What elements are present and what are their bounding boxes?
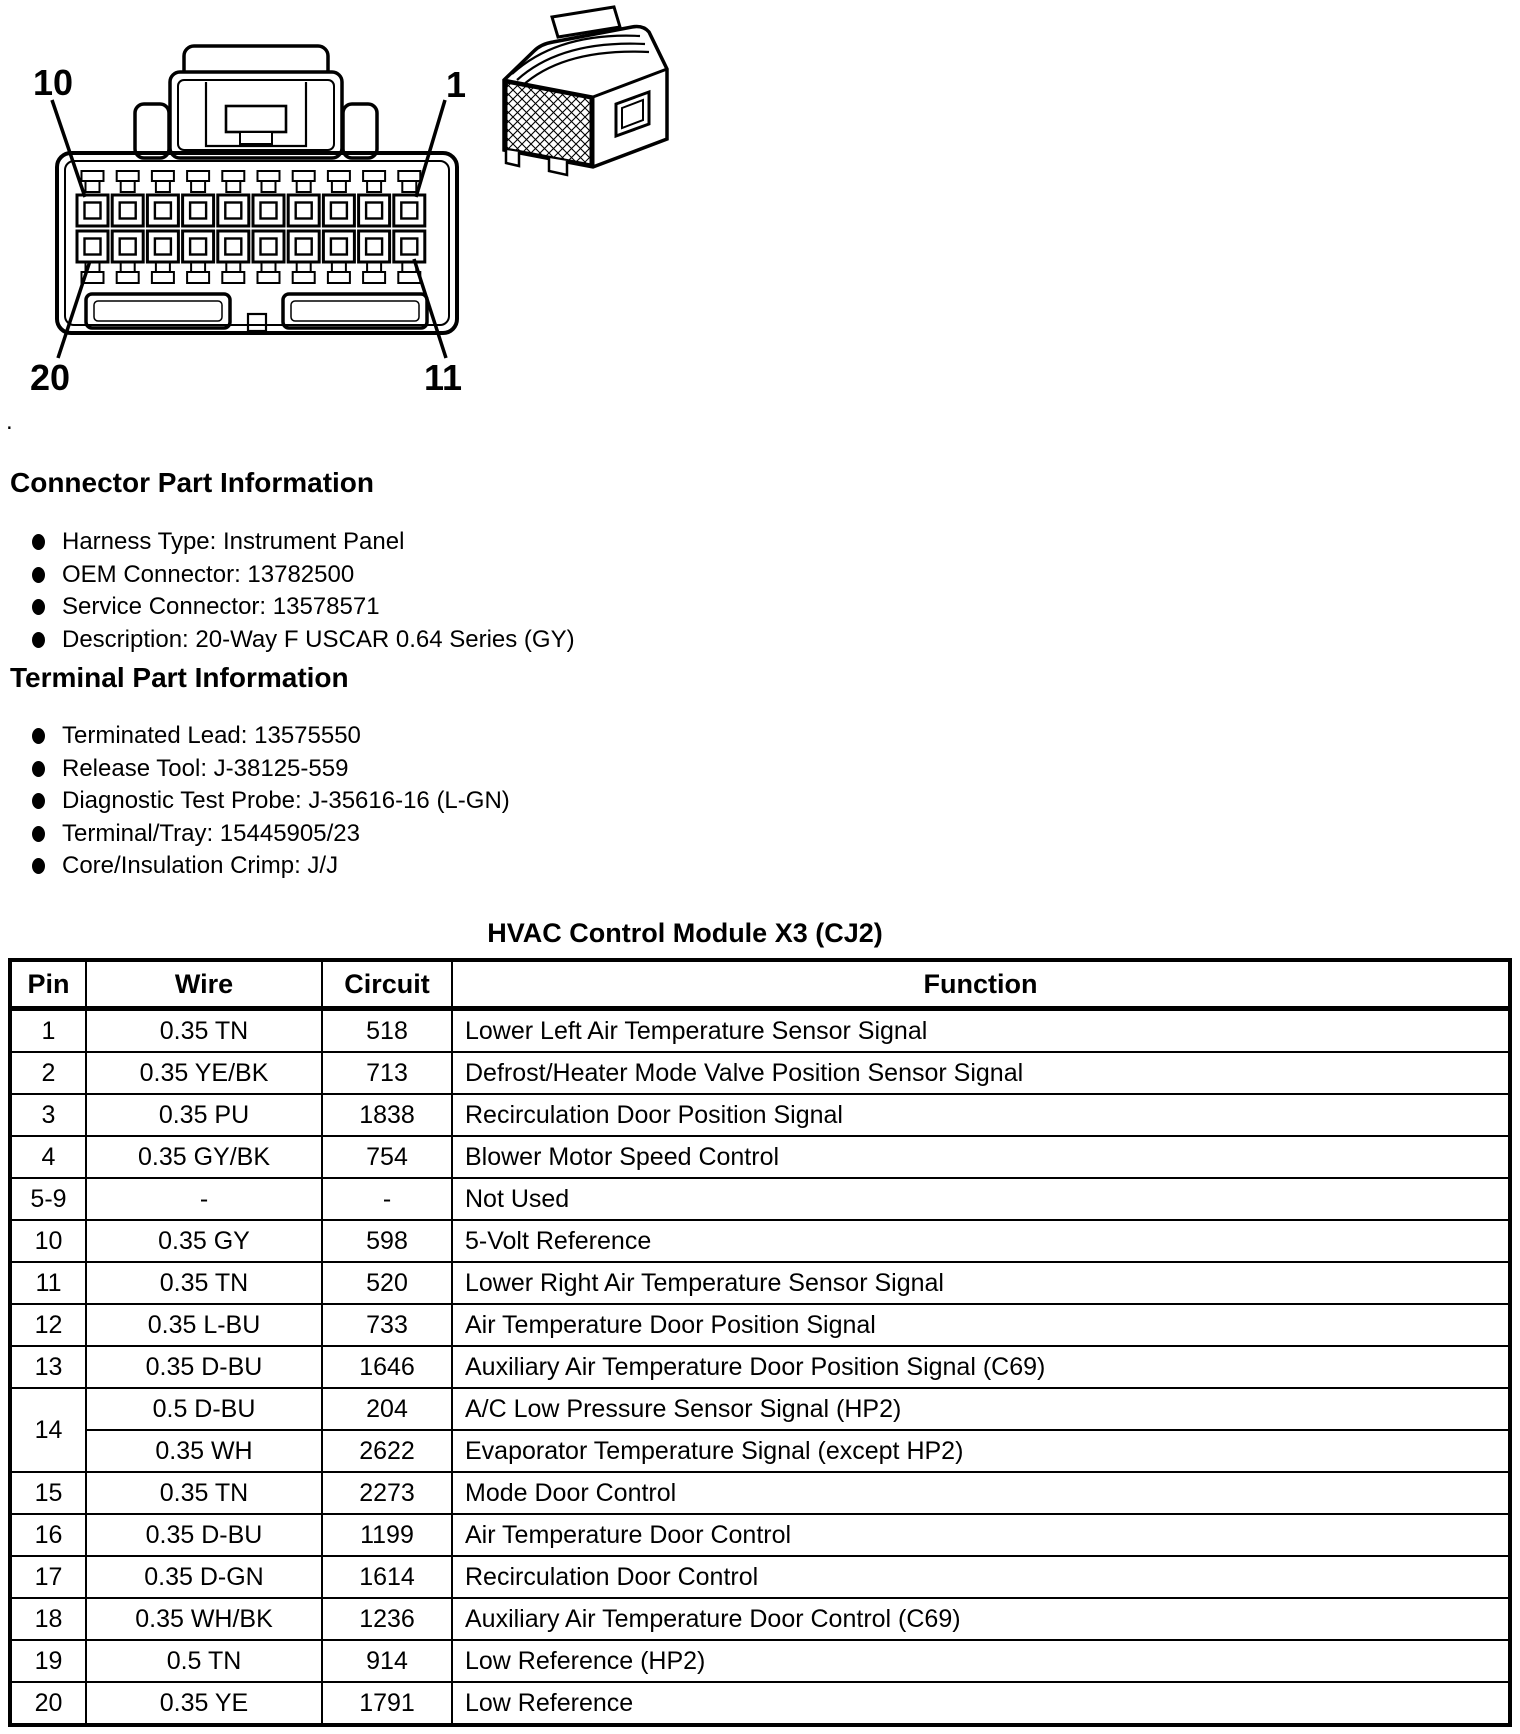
function-cell: Recirculation Door Control xyxy=(452,1556,1510,1598)
list-item xyxy=(0,753,510,786)
list-item xyxy=(0,785,510,818)
list-item-text: Terminated Lead: 13575550 xyxy=(62,722,361,749)
function-header: Function xyxy=(452,960,1510,1009)
list-item xyxy=(0,624,575,657)
wire-cell: 0.35 WH/BK xyxy=(86,1598,322,1640)
circuit-cell: 2273 xyxy=(322,1472,452,1514)
bullet-icon xyxy=(32,858,45,874)
pin-cell: 18 xyxy=(10,1598,86,1640)
pin-cell: 19 xyxy=(10,1640,86,1682)
circuit-cell: 914 xyxy=(322,1640,452,1682)
circuit-cell: 733 xyxy=(322,1304,452,1346)
table-header-row xyxy=(10,960,1510,1009)
function-cell: Not Used xyxy=(452,1178,1510,1220)
function-cell: Evaporator Temperature Signal (except HP2) xyxy=(452,1430,1510,1472)
table-row xyxy=(10,1598,1510,1640)
cavity-grid xyxy=(77,171,425,283)
pin-cell: 4 xyxy=(10,1136,86,1178)
function-cell: Recirculation Door Position Signal xyxy=(452,1094,1510,1136)
pin-header: Pin xyxy=(10,960,86,1009)
wire-cell: 0.35 TN xyxy=(86,1472,322,1514)
table-row xyxy=(10,1094,1510,1136)
list-item-text: Service Connector: 13578571 xyxy=(62,593,380,620)
wire-cell: 0.35 D-GN xyxy=(86,1556,322,1598)
terminal-part-info-heading: Terminal Part Information xyxy=(10,662,349,693)
circuit-cell: 713 xyxy=(322,1052,452,1094)
function-cell: Blower Motor Speed Control xyxy=(452,1136,1510,1178)
pin-label-bottom-right: 11 xyxy=(424,357,463,398)
circuit-cell: 754 xyxy=(322,1136,452,1178)
circuit-cell: 204 xyxy=(322,1388,452,1430)
function-cell: Mode Door Control xyxy=(452,1472,1510,1514)
list-item-text: Release Tool: J-38125-559 xyxy=(62,754,349,782)
list-item-text: Core/Insulation Crimp: J/J xyxy=(62,852,339,879)
bullet-icon xyxy=(32,567,45,583)
list-item-text: Description: 20-Way F USCAR 0.64 Series (GY) xyxy=(62,625,575,653)
list-item xyxy=(0,818,510,851)
list-item xyxy=(0,850,510,883)
pin-cell: 10 xyxy=(10,1220,86,1262)
circuit-cell: 1791 xyxy=(322,1682,452,1725)
circuit-cell: 2622 xyxy=(322,1430,452,1472)
wire-cell: 0.35 GY/BK xyxy=(86,1136,322,1178)
wire-cell: 0.35 TN xyxy=(86,1009,322,1053)
circuit-cell: 1838 xyxy=(322,1094,452,1136)
pin-cell: 1 xyxy=(10,1009,86,1053)
pin-cell: 17 xyxy=(10,1556,86,1598)
wire-cell: 0.35 GY xyxy=(86,1220,322,1262)
function-cell: Low Reference xyxy=(452,1682,1510,1725)
bullet-icon xyxy=(32,534,45,550)
table-row xyxy=(10,1388,1510,1430)
bullet-icon xyxy=(32,728,45,744)
list-item-text: Terminal/Tray: 15445905/23 xyxy=(62,819,360,847)
wire-header: Wire xyxy=(86,960,322,1009)
circuit-cell: 598 xyxy=(322,1220,452,1262)
pinout-table xyxy=(8,958,1512,1727)
circuit-cell: 1199 xyxy=(322,1514,452,1556)
table-row xyxy=(10,1682,1510,1725)
connector-part-info-list xyxy=(0,526,575,656)
circuit-cell: 1236 xyxy=(322,1598,452,1640)
bullet-icon xyxy=(32,599,45,615)
stray-period: . xyxy=(6,408,13,435)
table-row xyxy=(10,1262,1510,1304)
leader-line-pin1 xyxy=(416,100,445,197)
pin-cell: 13 xyxy=(10,1346,86,1388)
table-row xyxy=(10,1640,1510,1682)
connector-diagram xyxy=(0,0,700,410)
bullet-icon xyxy=(32,761,45,777)
function-cell: A/C Low Pressure Sensor Signal (HP2) xyxy=(452,1388,1510,1430)
circuit-header: Circuit xyxy=(322,960,452,1009)
connector-front-view xyxy=(52,46,457,358)
list-item xyxy=(0,559,575,592)
wire-cell: 0.35 PU xyxy=(86,1094,322,1136)
pin-cell: 20 xyxy=(10,1682,86,1725)
table-row xyxy=(10,1178,1510,1220)
wire-cell: 0.5 D-BU xyxy=(86,1388,322,1430)
function-cell: Auxiliary Air Temperature Door Position Signal (C69) xyxy=(452,1346,1510,1388)
wire-cell: 0.35 WH xyxy=(86,1430,322,1472)
table-row xyxy=(10,1472,1510,1514)
bullet-icon xyxy=(32,793,45,809)
table-row xyxy=(10,1009,1510,1053)
pin-cell: 15 xyxy=(10,1472,86,1514)
bullet-icon xyxy=(32,826,45,842)
bullet-icon xyxy=(32,632,45,648)
wire-cell: 0.35 D-BU xyxy=(86,1514,322,1556)
function-cell: Defrost/Heater Mode Valve Position Sensor Signal xyxy=(452,1052,1510,1094)
function-cell: Air Temperature Door Control xyxy=(452,1514,1510,1556)
pin-label-top-right: 1 xyxy=(446,64,467,105)
wire-cell: 0.35 D-BU xyxy=(86,1346,322,1388)
pin-cell: 3 xyxy=(10,1094,86,1136)
circuit-cell: 518 xyxy=(322,1009,452,1053)
wire-cell: 0.35 YE/BK xyxy=(86,1052,322,1094)
list-item-text: OEM Connector: 13782500 xyxy=(62,560,355,588)
list-item xyxy=(0,526,575,559)
pin-label-bottom-left: 20 xyxy=(30,357,71,398)
pin-cell: 2 xyxy=(10,1052,86,1094)
list-item-text: Diagnostic Test Probe: J-35616-16 (L-GN) xyxy=(62,787,510,814)
function-cell: Lower Right Air Temperature Sensor Signal xyxy=(452,1262,1510,1304)
table-row xyxy=(10,1220,1510,1262)
circuit-cell: 520 xyxy=(322,1262,452,1304)
wire-cell: 0.35 L-BU xyxy=(86,1304,322,1346)
wire-cell: 0.5 TN xyxy=(86,1640,322,1682)
table-row xyxy=(10,1556,1510,1598)
function-cell: 5-Volt Reference xyxy=(452,1220,1510,1262)
pin-cell: 16 xyxy=(10,1514,86,1556)
pin-cell: 14 xyxy=(10,1388,86,1472)
list-item-text: Harness Type: Instrument Panel xyxy=(62,528,405,555)
circuit-cell: 1614 xyxy=(322,1556,452,1598)
table-row xyxy=(10,1514,1510,1556)
pin-cell: 11 xyxy=(10,1262,86,1304)
terminal-part-info-list xyxy=(0,720,510,883)
table-row xyxy=(10,1136,1510,1178)
table-title: HVAC Control Module X3 (CJ2) xyxy=(487,918,883,948)
wire-cell: 0.35 TN xyxy=(86,1262,322,1304)
circuit-cell: 1646 xyxy=(322,1346,452,1388)
table-row xyxy=(10,1430,1510,1472)
pin-cell: 12 xyxy=(10,1304,86,1346)
function-cell: Low Reference (HP2) xyxy=(452,1640,1510,1682)
table-row xyxy=(10,1346,1510,1388)
wire-cell: - xyxy=(86,1178,322,1220)
list-item xyxy=(0,591,575,624)
circuit-cell: - xyxy=(322,1178,452,1220)
connector-iso-view xyxy=(504,7,667,175)
function-cell: Air Temperature Door Position Signal xyxy=(452,1304,1510,1346)
wire-cell: 0.35 YE xyxy=(86,1682,322,1725)
table-row xyxy=(10,1304,1510,1346)
pin-cell: 5-9 xyxy=(10,1178,86,1220)
function-cell: Auxiliary Air Temperature Door Control (C69) xyxy=(452,1598,1510,1640)
connector-part-info-heading: Connector Part Information xyxy=(10,467,375,498)
table-row xyxy=(10,1052,1510,1094)
function-cell: Lower Left Air Temperature Sensor Signal xyxy=(452,1009,1510,1053)
pin-label-top-left: 10 xyxy=(33,62,74,103)
list-item xyxy=(0,720,510,753)
